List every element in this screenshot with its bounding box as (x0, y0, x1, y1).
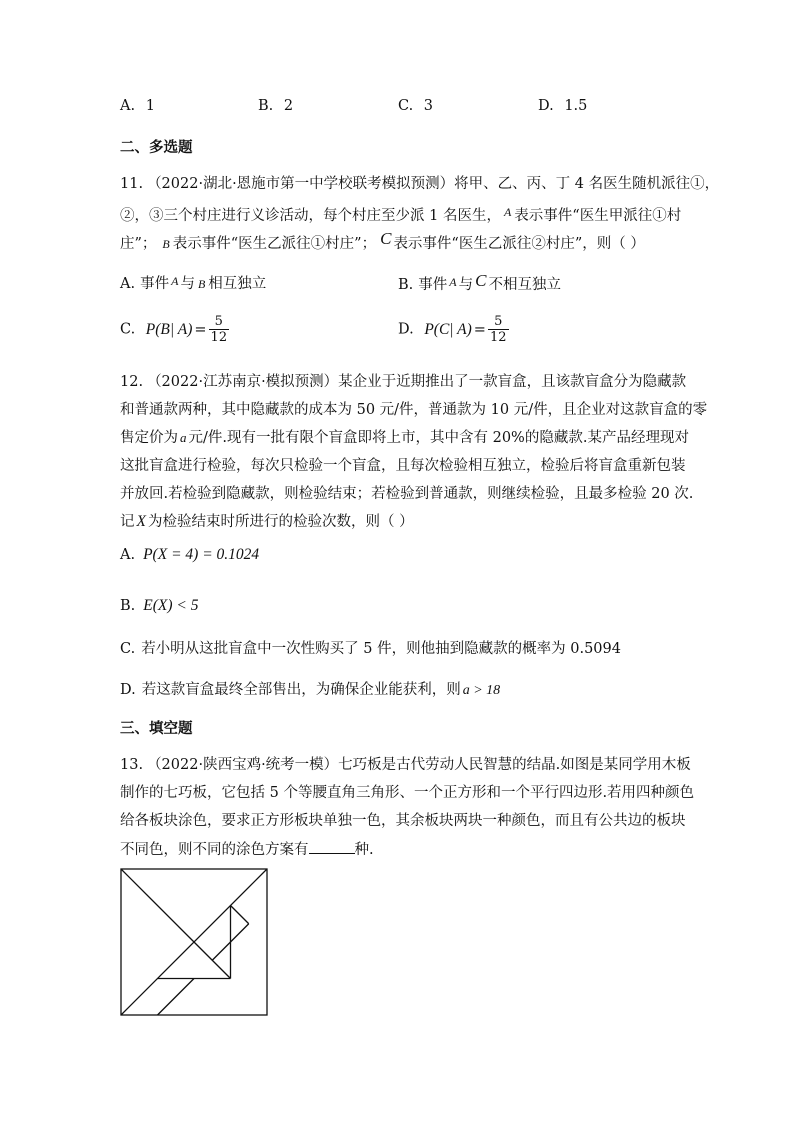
math-var: C (380, 229, 392, 248)
question-text: （2022·陕西宝鸡·统考一模）七巧板是古代劳动人民智慧的结晶.如图是某同学用木板 (147, 757, 691, 773)
question-text: 表示事件“医生乙派往②村庄”，则（ ） (393, 236, 645, 252)
option-text: 2 (283, 98, 294, 114)
q13-line-3 (120, 811, 686, 831)
math-var: A (171, 274, 179, 288)
fraction-numerator: 5 (488, 314, 509, 330)
question-text: 这批盲盒进行检验，每次只检验一个盲盒，且每次检验相互独立，检验后将盲盒重新包装 (120, 458, 686, 474)
top-option-c (398, 98, 433, 114)
option-text: 事件 (418, 277, 448, 293)
option-label: C. (398, 98, 414, 114)
q11-option-d (398, 314, 509, 345)
answer-blank[interactable] (309, 839, 355, 854)
math-expression: a > 18 (462, 683, 501, 698)
q11-line-3 (120, 229, 645, 254)
section-heading-fill-in: 三、填空题 (120, 721, 193, 737)
top-option-b (258, 98, 293, 114)
question-text: 庄”； (120, 236, 157, 252)
tangram-diagonal-main (121, 869, 194, 942)
question-text: 记 (120, 514, 135, 530)
tangram-square-edge (231, 906, 249, 924)
q12-line-6 (120, 512, 414, 532)
question-text: （2022·湖北·恩施市第一中学校联考模拟预测）将甲、乙、丙、丁 4 名医生随机派往①， (147, 176, 720, 192)
question-text: 元/件.现有一批有限个盲盒即将上市，其中含有 20%的隐藏款.某产品经理现对 (188, 430, 689, 446)
math-expression: P(C| A) (424, 320, 472, 338)
q11-option-c (120, 314, 229, 345)
q11-line-1 (120, 174, 719, 194)
question-text: 不同色，则不同的涂色方案有 (120, 842, 309, 858)
top-option-a (120, 98, 155, 114)
q12-line-2 (120, 400, 707, 420)
top-option-d (538, 98, 587, 114)
option-text: 若小明从这批盲盒中一次性购买了 5 件，则他抽到隐藏款的概率为 0.5094 (141, 641, 621, 657)
math-expression: P(B| A) (145, 320, 193, 338)
q12-line-5 (120, 484, 693, 504)
question-text: 表示事件“医生甲派往①村 (514, 208, 682, 224)
q12-option-b (120, 596, 198, 616)
tangram-parallelogram-edge (158, 979, 195, 1016)
option-text: 与 (180, 276, 195, 292)
q12-line-1 (120, 372, 686, 392)
q12-line-4 (120, 456, 686, 476)
option-label: B. (258, 98, 274, 114)
q12-option-c (120, 639, 621, 659)
tangram-figure (120, 868, 270, 1018)
fraction-denominator: 12 (489, 330, 507, 345)
fraction-numerator: 5 (209, 314, 230, 330)
question-text: 种. (354, 842, 374, 858)
option-text: 1.5 (564, 98, 588, 114)
option-label: C. (120, 321, 136, 338)
q12-option-d (120, 680, 500, 701)
option-label: D. (120, 682, 136, 698)
question-text: 并放回.若检验到隐藏款，则检验结束；若检验到普通款，则继续检验，且最多检验 20 次. (120, 486, 694, 502)
question-text: （2022·江苏南京·模拟预测）某企业于近期推出了一款盲盒，且该款盲盒分为隐藏款 (147, 374, 687, 390)
question-text: ②，③三个村庄进行义诊活动，每个村庄至少派 1 名医生， (120, 208, 501, 224)
question-text: 制作的七巧板，它包括 5 个等腰直角三角形、一个正方形和一个平行四边形.若用四种颜色 (120, 785, 695, 801)
math-expression: P(X = 4) = 0.1024 (143, 546, 260, 563)
question-number: 11. (120, 176, 144, 192)
q11-option-a (120, 271, 266, 294)
question-text: 给各板块涂色，要求正方形板块单独一色，其余板块两块一种颜色，而且有公共边的板块 (120, 813, 686, 829)
fraction-denominator: 12 (210, 330, 228, 345)
option-text: 若这款盲盒最终全部售出，为确保企业能获利，则 (141, 682, 461, 698)
question-text: 售定价为 (120, 430, 178, 446)
q12-line-3 (120, 428, 689, 448)
option-label: A. (120, 98, 136, 114)
option-label: C. (120, 641, 136, 657)
math-var: a (180, 430, 187, 445)
option-label: A. (120, 276, 136, 292)
question-number: 13. (120, 757, 144, 773)
question-text: 表示事件“医生乙派往①村庄”； (172, 236, 377, 252)
option-label: D. (538, 98, 554, 114)
q13-line-4 (120, 839, 374, 860)
option-text: 不相互独立 (488, 277, 561, 293)
option-text: 1 (145, 98, 155, 114)
question-text: 和普通款两种，其中隐藏款的成本为 50 元/件，普通款为 10 元/件，且企业对这款盲盒的零 (120, 402, 708, 418)
math-expression: E(X) < 5 (143, 597, 199, 614)
option-label: D. (398, 321, 414, 338)
fraction (488, 314, 509, 345)
q12-option-a (120, 545, 259, 565)
option-text: 与 (458, 277, 474, 293)
math-var: C (475, 271, 487, 290)
section-heading-multiple-choice: 二、多选题 (120, 140, 193, 156)
q11-option-b (398, 271, 561, 295)
option-label: A. (120, 547, 136, 563)
q13-line-2 (120, 783, 694, 803)
question-number: 12. (120, 374, 144, 390)
q13-line-1 (120, 755, 691, 775)
q11-line-2 (120, 202, 681, 226)
equals-sign: = (473, 321, 486, 338)
option-text: 事件 (140, 276, 170, 292)
math-var: B (197, 277, 206, 291)
option-label: B. (398, 277, 414, 293)
option-label: B. (120, 598, 136, 614)
math-var: B (162, 237, 170, 251)
option-text: 相互独立 (208, 276, 267, 292)
option-text: 3 (423, 98, 434, 114)
question-text: 为检验结束时所进行的检验次数，则（ ） (147, 514, 414, 530)
fraction (209, 314, 230, 345)
math-var: A (449, 275, 457, 289)
math-var: X (136, 513, 146, 530)
equals-sign: = (194, 321, 207, 338)
math-var: A (503, 205, 512, 219)
